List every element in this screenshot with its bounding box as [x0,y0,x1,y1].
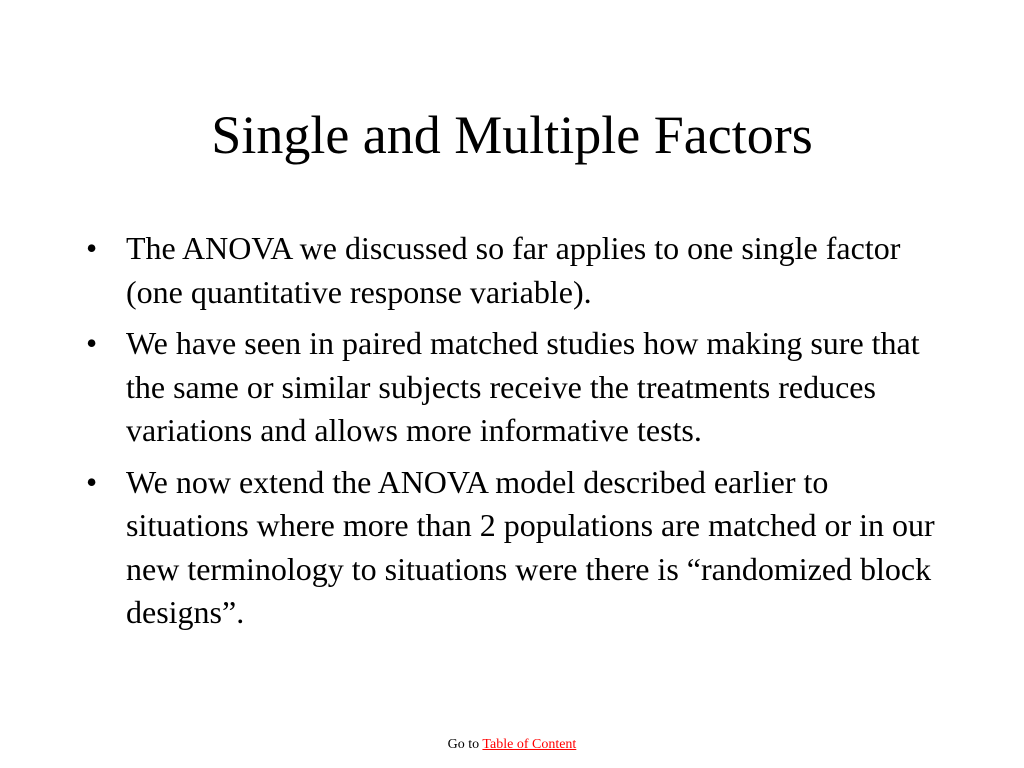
footer-prefix: Go to [447,737,483,752]
bullet-icon: • [86,325,98,361]
bullet-text: We have seen in paired matched studies how making sure that the same or similar subjects receive the treatments reduces variations and allows more informative tests. [126,325,920,448]
bullet-icon: • [86,230,98,266]
table-of-content-link[interactable]: Table of Content [482,737,577,752]
bullet-item [86,461,956,635]
bullet-list [86,227,956,643]
slide-title: Single and Multiple Factors [211,105,813,165]
bullet-text: We now extend the ANOVA model described earlier to situations where more than 2 populations are matched or in our new terminology to situations were there is “randomized block designs”. [126,463,935,630]
bullet-icon: • [86,463,98,500]
bullet-item [86,227,956,314]
bullet-text: The ANOVA we discussed so far applies to one single factor (one quantitative response variable). [126,230,901,310]
bullet-item [86,322,956,453]
footer-nav [0,735,1024,755]
